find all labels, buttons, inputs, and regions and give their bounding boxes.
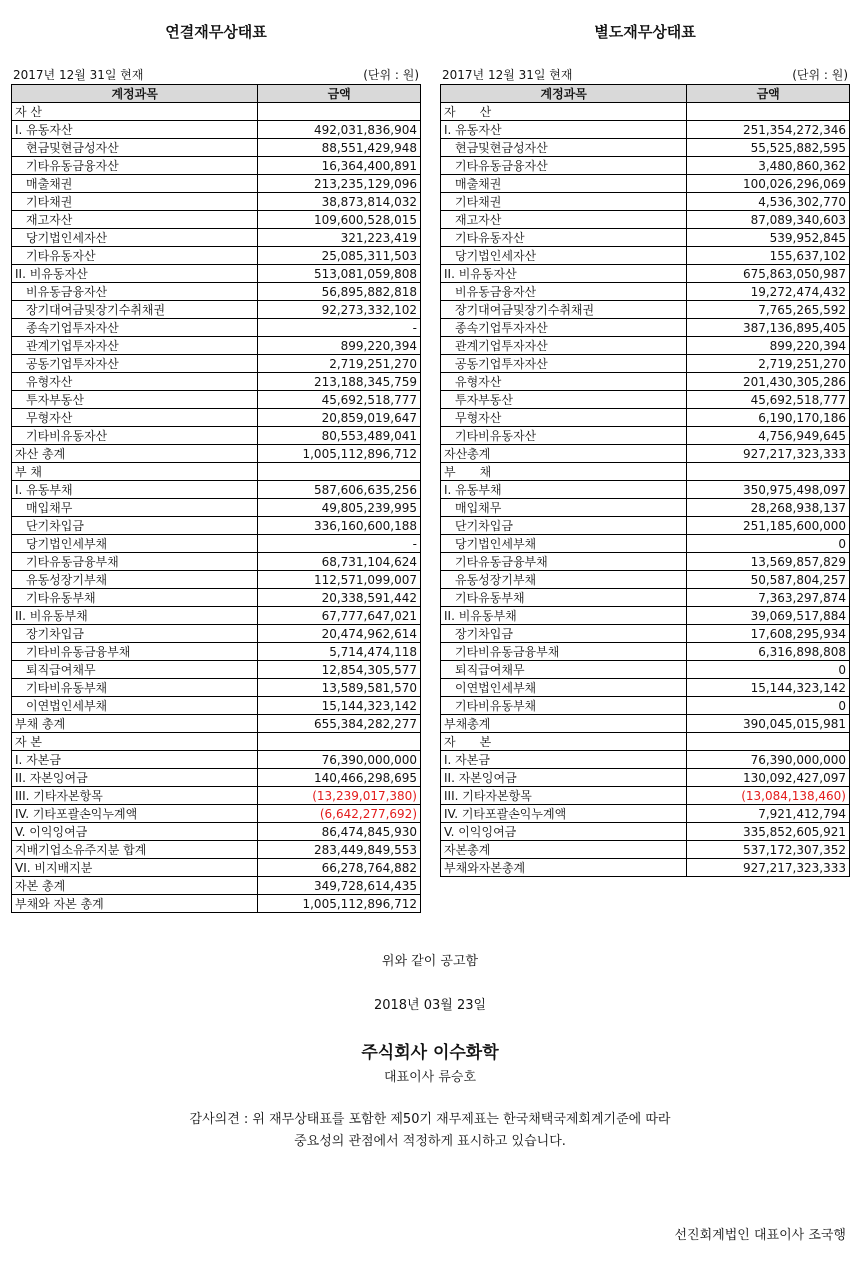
account-amount <box>258 463 421 481</box>
table-row <box>12 247 421 265</box>
account-amount: 12,854,305,577 <box>258 661 421 679</box>
amount-header: 금액 <box>258 85 421 103</box>
account-label: V. 이익잉여금 <box>12 823 258 841</box>
account-amount: 2,719,251,270 <box>258 355 421 373</box>
account-label: 기타채권 <box>12 193 258 211</box>
account-amount: 20,859,019,647 <box>258 409 421 427</box>
table-row <box>441 247 850 265</box>
account-label: 단기차입금 <box>12 517 258 535</box>
account-label: 기타유동자산 <box>441 229 687 247</box>
account-label: 공동기업투자자산 <box>441 355 687 373</box>
table-row <box>441 121 850 139</box>
account-label: II. 비유동부채 <box>12 607 258 625</box>
table-row <box>12 733 421 751</box>
table-row <box>441 769 850 787</box>
account-label: 기타비유동자산 <box>441 427 687 445</box>
account-label: 기타채권 <box>441 193 687 211</box>
table-row <box>12 481 421 499</box>
account-label: 기타유동자산 <box>12 247 258 265</box>
account-label: 당기법인세부채 <box>12 535 258 553</box>
account-label: IV. 기타포괄손익누계액 <box>441 805 687 823</box>
table-row <box>12 607 421 625</box>
separate-title: 별도재무상태표 <box>594 23 696 41</box>
table-row <box>12 625 421 643</box>
table-row <box>12 643 421 661</box>
account-label: 현금및현금성자산 <box>12 139 258 157</box>
table-row <box>441 679 850 697</box>
account-label: 유동성장기부채 <box>12 571 258 589</box>
account-amount: 336,160,600,188 <box>258 517 421 535</box>
account-amount: 87,089,340,603 <box>687 211 850 229</box>
account-amount: 86,474,845,930 <box>258 823 421 841</box>
account-label: I. 유동부채 <box>12 481 258 499</box>
table-row <box>441 301 850 319</box>
account-amount: 100,026,296,069 <box>687 175 850 193</box>
account-amount: 13,589,581,570 <box>258 679 421 697</box>
account-amount: 76,390,000,000 <box>258 751 421 769</box>
account-label: 종속기업투자자산 <box>12 319 258 337</box>
table-row <box>441 211 850 229</box>
table-row <box>441 823 850 841</box>
account-label: II. 자본잉여금 <box>12 769 258 787</box>
account-amount <box>687 463 850 481</box>
table-row <box>12 319 421 337</box>
table-row <box>12 337 421 355</box>
account-amount: 25,085,311,503 <box>258 247 421 265</box>
account-label: 장기차입금 <box>441 625 687 643</box>
account-label: 자 산 <box>12 103 258 121</box>
account-amount: 0 <box>687 661 850 679</box>
account-label: 재고자산 <box>12 211 258 229</box>
account-amount: 4,536,302,770 <box>687 193 850 211</box>
table-row <box>441 445 850 463</box>
account-amount: 321,223,419 <box>258 229 421 247</box>
table-row <box>441 841 850 859</box>
account-label: 퇴직급여채무 <box>441 661 687 679</box>
table-row <box>12 679 421 697</box>
account-amount: - <box>258 319 421 337</box>
separate-date: 2017년 12월 31일 현재 <box>442 68 573 82</box>
table-row <box>12 121 421 139</box>
account-label: 부채와 자본 총계 <box>12 895 258 913</box>
table-row <box>441 103 850 121</box>
table-row <box>441 193 850 211</box>
account-amount: 899,220,394 <box>258 337 421 355</box>
consolidated-date: 2017년 12월 31일 현재 <box>13 68 144 82</box>
account-label: II. 자본잉여금 <box>441 769 687 787</box>
table-row <box>441 643 850 661</box>
account-label: 유동성장기부채 <box>441 571 687 589</box>
account-amount: 20,338,591,442 <box>258 589 421 607</box>
account-amount <box>687 103 850 121</box>
account-label: 관계기업투자자산 <box>12 337 258 355</box>
table-row <box>12 769 421 787</box>
account-amount: 1,005,112,896,712 <box>258 445 421 463</box>
account-amount: 19,272,474,432 <box>687 283 850 301</box>
table-row <box>12 373 421 391</box>
account-label: III. 기타자본항목 <box>441 787 687 805</box>
table-row <box>12 697 421 715</box>
account-amount: 390,045,015,981 <box>687 715 850 733</box>
account-label: 기타유동금융부채 <box>441 553 687 571</box>
account-amount: 140,466,298,695 <box>258 769 421 787</box>
table-row <box>12 139 421 157</box>
account-label: 자 산 <box>441 103 687 121</box>
account-label: 기타유동금융자산 <box>12 157 258 175</box>
account-label: 기타유동부채 <box>441 589 687 607</box>
account-label: VI. 비지배지분 <box>12 859 258 877</box>
table-row <box>441 157 850 175</box>
account-amount <box>258 103 421 121</box>
account-label: 비유동금융자산 <box>12 283 258 301</box>
separate-table-body <box>441 103 850 877</box>
account-label: 매입채무 <box>12 499 258 517</box>
account-amount: 92,273,332,102 <box>258 301 421 319</box>
table-row <box>441 499 850 517</box>
table-row <box>441 697 850 715</box>
table-row <box>441 589 850 607</box>
table-row <box>441 427 850 445</box>
account-header: 계정과목 <box>12 85 258 103</box>
account-label: 장기대여금및장기수취채권 <box>441 301 687 319</box>
account-amount: 49,805,239,995 <box>258 499 421 517</box>
table-row <box>12 463 421 481</box>
account-label: 자 본 <box>12 733 258 751</box>
account-amount: 350,975,498,097 <box>687 481 850 499</box>
table-row <box>12 661 421 679</box>
account-label: 자산총계 <box>441 445 687 463</box>
account-amount: 927,217,323,333 <box>687 859 850 877</box>
consolidated-unit-line <box>13 66 419 83</box>
account-amount: 109,600,528,015 <box>258 211 421 229</box>
table-row <box>441 319 850 337</box>
account-label: IV. 기타포괄손익누계액 <box>12 805 258 823</box>
table-row <box>12 265 421 283</box>
account-label: 부채총계 <box>441 715 687 733</box>
consolidated-header-row <box>12 85 421 103</box>
table-row <box>12 391 421 409</box>
account-amount: 899,220,394 <box>687 337 850 355</box>
table-row <box>441 229 850 247</box>
account-amount: 213,188,345,759 <box>258 373 421 391</box>
account-label: 재고자산 <box>441 211 687 229</box>
table-row <box>441 265 850 283</box>
table-row <box>12 427 421 445</box>
table-row <box>12 193 421 211</box>
account-label: 공동기업투자자산 <box>12 355 258 373</box>
account-amount: 513,081,059,808 <box>258 265 421 283</box>
table-row <box>441 517 850 535</box>
account-amount: 45,692,518,777 <box>687 391 850 409</box>
table-row <box>441 337 850 355</box>
account-label: 부 채 <box>12 463 258 481</box>
table-row <box>12 841 421 859</box>
account-amount: (6,642,277,692) <box>258 805 421 823</box>
separate-unit-line <box>442 66 848 83</box>
account-amount: 130,092,427,097 <box>687 769 850 787</box>
account-header: 계정과목 <box>441 85 687 103</box>
account-amount: 56,895,882,818 <box>258 283 421 301</box>
table-row <box>441 715 850 733</box>
account-amount: 251,185,600,000 <box>687 517 850 535</box>
account-label: 장기차입금 <box>12 625 258 643</box>
table-row <box>12 103 421 121</box>
account-amount: 587,606,635,256 <box>258 481 421 499</box>
account-label: 비유동금융자산 <box>441 283 687 301</box>
account-amount: 45,692,518,777 <box>258 391 421 409</box>
table-row <box>441 355 850 373</box>
account-label: 투자부동산 <box>441 391 687 409</box>
account-amount: 39,069,517,884 <box>687 607 850 625</box>
account-label: 이연법인세부채 <box>441 679 687 697</box>
account-amount: 0 <box>687 535 850 553</box>
account-amount: 537,172,307,352 <box>687 841 850 859</box>
account-label: 무형자산 <box>441 409 687 427</box>
account-amount: 335,852,605,921 <box>687 823 850 841</box>
account-label: I. 자본금 <box>441 751 687 769</box>
account-label: II. 비유동자산 <box>441 265 687 283</box>
table-row <box>441 553 850 571</box>
auditor-signature: 선진회계법인 대표이사 조국행 <box>674 1228 846 1243</box>
account-label: 당기법인세자산 <box>12 229 258 247</box>
account-amount: 155,637,102 <box>687 247 850 265</box>
audit-opinion-line-2: 중요성의 관점에서 적정하게 표시하고 있습니다. <box>294 1134 566 1149</box>
account-amount: 15,144,323,142 <box>687 679 850 697</box>
account-amount: 283,449,849,553 <box>258 841 421 859</box>
account-amount: 3,480,860,362 <box>687 157 850 175</box>
account-label: 기타유동금융부채 <box>12 553 258 571</box>
account-amount: 4,756,949,645 <box>687 427 850 445</box>
table-row <box>12 445 421 463</box>
account-amount: 5,714,474,118 <box>258 643 421 661</box>
table-row <box>441 805 850 823</box>
table-row <box>12 283 421 301</box>
account-label: 자본총계 <box>441 841 687 859</box>
account-label: I. 유동자산 <box>441 121 687 139</box>
account-amount: 251,354,272,346 <box>687 121 850 139</box>
amount-header: 금액 <box>687 85 850 103</box>
table-row <box>12 499 421 517</box>
table-row <box>12 301 421 319</box>
account-label: 단기차입금 <box>441 517 687 535</box>
account-amount: 7,921,412,794 <box>687 805 850 823</box>
table-row <box>12 859 421 877</box>
table-row <box>441 625 850 643</box>
account-amount: 492,031,836,904 <box>258 121 421 139</box>
account-label: 유형자산 <box>12 373 258 391</box>
table-row <box>12 877 421 895</box>
table-row <box>12 787 421 805</box>
account-label: 부 채 <box>441 463 687 481</box>
table-row <box>12 211 421 229</box>
table-row <box>441 787 850 805</box>
account-label: 부채와자본총계 <box>441 859 687 877</box>
account-label: I. 자본금 <box>12 751 258 769</box>
account-amount: 213,235,129,096 <box>258 175 421 193</box>
account-amount: 675,863,050,987 <box>687 265 850 283</box>
account-label: 현금및현금성자산 <box>441 139 687 157</box>
table-row <box>12 229 421 247</box>
table-row <box>441 751 850 769</box>
account-amount: 349,728,614,435 <box>258 877 421 895</box>
account-amount: 66,278,764,882 <box>258 859 421 877</box>
table-row <box>12 409 421 427</box>
separate-table <box>440 84 850 877</box>
account-label: V. 이익잉여금 <box>441 823 687 841</box>
table-row <box>12 175 421 193</box>
separate-header-row <box>441 85 850 103</box>
table-row <box>441 607 850 625</box>
account-amount: 17,608,295,934 <box>687 625 850 643</box>
account-amount: 387,136,895,405 <box>687 319 850 337</box>
audit-opinion-line-1: 감사의견 : 위 재무상태표를 포함한 제50기 재무제표는 한국채택국제회계기준에 따라 <box>189 1112 671 1127</box>
table-row <box>12 715 421 733</box>
table-row <box>12 355 421 373</box>
account-label: 기타비유동금융부채 <box>12 643 258 661</box>
account-amount <box>687 733 850 751</box>
account-label: 기타비유동부채 <box>441 697 687 715</box>
account-amount: 88,551,429,948 <box>258 139 421 157</box>
account-amount: 0 <box>687 697 850 715</box>
account-amount: 16,364,400,891 <box>258 157 421 175</box>
account-amount: - <box>258 535 421 553</box>
account-label: 유형자산 <box>441 373 687 391</box>
account-amount: 20,474,962,614 <box>258 625 421 643</box>
account-amount: 76,390,000,000 <box>687 751 850 769</box>
table-row <box>441 661 850 679</box>
table-row <box>441 409 850 427</box>
account-amount: 28,268,938,137 <box>687 499 850 517</box>
table-row <box>441 733 850 751</box>
account-amount: 67,777,647,021 <box>258 607 421 625</box>
table-row <box>441 463 850 481</box>
table-row <box>441 859 850 877</box>
account-label: 당기법인세자산 <box>441 247 687 265</box>
account-label: 기타유동부채 <box>12 589 258 607</box>
account-label: 매출채권 <box>12 175 258 193</box>
company-name: 주식회사 이수화학 <box>361 1043 499 1063</box>
account-label: III. 기타자본항목 <box>12 787 258 805</box>
table-row <box>12 751 421 769</box>
consolidated-table <box>11 84 421 913</box>
account-label: 이연법인세부채 <box>12 697 258 715</box>
table-row <box>12 517 421 535</box>
table-row <box>441 391 850 409</box>
table-row <box>12 571 421 589</box>
account-label: 기타비유동자산 <box>12 427 258 445</box>
account-label: 투자부동산 <box>12 391 258 409</box>
account-label: 매입채무 <box>441 499 687 517</box>
account-amount: 15,144,323,142 <box>258 697 421 715</box>
account-amount: 68,731,104,624 <box>258 553 421 571</box>
account-amount: 6,316,898,808 <box>687 643 850 661</box>
account-amount: 539,952,845 <box>687 229 850 247</box>
table-row <box>441 175 850 193</box>
table-row <box>12 553 421 571</box>
account-label: 관계기업투자자산 <box>441 337 687 355</box>
account-label: 퇴직급여채무 <box>12 661 258 679</box>
account-label: 자 본 <box>441 733 687 751</box>
table-row <box>12 895 421 913</box>
account-label: 자본 총계 <box>12 877 258 895</box>
table-row <box>441 373 850 391</box>
account-amount: 13,569,857,829 <box>687 553 850 571</box>
consolidated-table-body <box>12 103 421 913</box>
account-amount: 655,384,282,277 <box>258 715 421 733</box>
account-amount <box>258 733 421 751</box>
account-amount: 2,719,251,270 <box>687 355 850 373</box>
table-row <box>441 571 850 589</box>
account-label: 기타비유동부채 <box>12 679 258 697</box>
account-label: II. 비유동부채 <box>441 607 687 625</box>
table-row <box>12 589 421 607</box>
public-notice: 위와 같이 공고함 <box>381 954 479 969</box>
consolidated-unit: (단위 : 원) <box>363 68 419 82</box>
table-row <box>441 481 850 499</box>
account-amount: 6,190,170,186 <box>687 409 850 427</box>
account-label: 매출채권 <box>441 175 687 193</box>
account-label: 지배기업소유주지분 합계 <box>12 841 258 859</box>
table-row <box>12 805 421 823</box>
account-label: 부채 총계 <box>12 715 258 733</box>
account-amount: 112,571,099,007 <box>258 571 421 589</box>
account-label: II. 비유동자산 <box>12 265 258 283</box>
account-amount: 1,005,112,896,712 <box>258 895 421 913</box>
account-label: 기타유동금융자산 <box>441 157 687 175</box>
account-label: 종속기업투자자산 <box>441 319 687 337</box>
notice-date: 2018년 03월 23일 <box>373 998 487 1013</box>
account-label: 당기법인세부채 <box>441 535 687 553</box>
account-label: I. 유동자산 <box>12 121 258 139</box>
account-amount: 50,587,804,257 <box>687 571 850 589</box>
separate-unit: (단위 : 원) <box>792 68 848 82</box>
table-row <box>441 283 850 301</box>
account-amount: 7,765,265,592 <box>687 301 850 319</box>
account-label: 장기대여금및장기수취채권 <box>12 301 258 319</box>
account-label: 무형자산 <box>12 409 258 427</box>
account-label: 기타비유동금융부채 <box>441 643 687 661</box>
account-amount: 55,525,882,595 <box>687 139 850 157</box>
ceo-name: 대표이사 류승호 <box>383 1070 477 1085</box>
account-amount: 201,430,305,286 <box>687 373 850 391</box>
table-row <box>12 535 421 553</box>
table-row <box>12 823 421 841</box>
account-amount: 38,873,814,032 <box>258 193 421 211</box>
account-amount: (13,239,017,380) <box>258 787 421 805</box>
table-row <box>441 535 850 553</box>
account-amount: (13,084,138,460) <box>687 787 850 805</box>
account-label: 자산 총계 <box>12 445 258 463</box>
table-row <box>12 157 421 175</box>
consolidated-title: 연결재무상태표 <box>165 23 267 41</box>
account-label: I. 유동부채 <box>441 481 687 499</box>
table-row <box>441 139 850 157</box>
account-amount: 927,217,323,333 <box>687 445 850 463</box>
account-amount: 7,363,297,874 <box>687 589 850 607</box>
account-amount: 80,553,489,041 <box>258 427 421 445</box>
